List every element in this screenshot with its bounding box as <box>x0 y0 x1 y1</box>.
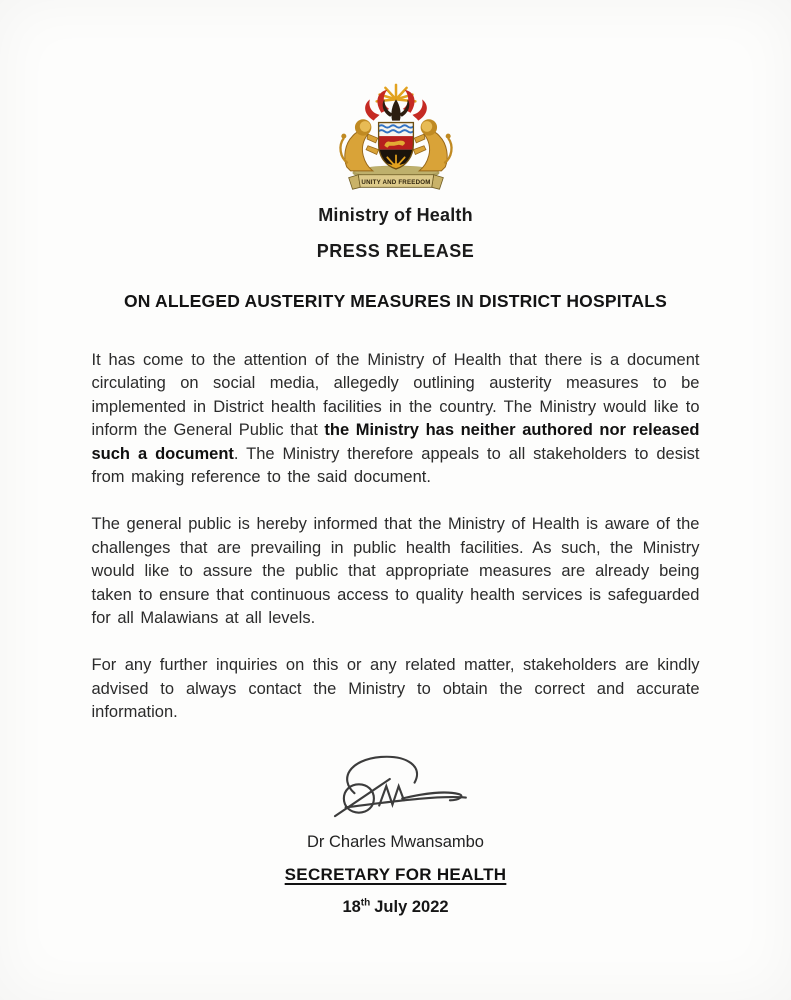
subject-heading: ON ALLEGED AUSTERITY MEASURES IN DISTRICT HOSPITALS <box>123 291 667 311</box>
paragraph-3: For any further inquiries on this or any related matter, stakeholders are kindly advised to always contact the Ministry to obtain the correct and accurate information. <box>91 656 700 722</box>
date-day: 18 <box>342 897 361 916</box>
paragraph-1-bold-phrase: the Ministry has neither authored nor released such a document <box>91 421 700 463</box>
paragraph-2: The general public is hereby informed that the Ministry of Health is aware of the challenges that are prevailing in public health facilities. As such, the Ministry would like to assure the public that appropriate measures are already being taken to ensure that continuous access to quality health services is safeguarded for all Malawians at all levels. <box>91 515 700 628</box>
supporter-lion-left <box>340 119 378 171</box>
document-date <box>0 898 791 917</box>
paragraph-1-text-after: . The Ministry therefore appeals to all stakeholders to desist from making reference to the said document. <box>91 444 700 487</box>
motto-banner <box>348 175 443 189</box>
signatory-name: Dr Charles Mwansambo <box>307 832 484 851</box>
signature-scribble-icon <box>301 749 491 825</box>
date-ordinal-suffix: th <box>360 897 371 909</box>
date-month-year: July 2022 <box>374 897 449 916</box>
signature-block <box>0 749 791 917</box>
motto-text: UNITY AND FREEDOM <box>360 178 431 186</box>
malawi-coat-of-arms-icon <box>333 82 459 196</box>
org-name: Ministry of Health <box>318 205 473 225</box>
paragraph-1 <box>92 349 700 489</box>
paragraph-1-text: It has come to the attention of the Ministry of Health that there is a document circulating on social media, allegedly outlining austerity measures to be implemented in District health facilities in the country. The Ministry would like to inform the General Public that <box>91 351 700 440</box>
signatory-title: SECRETARY FOR HEALTH <box>284 864 507 884</box>
doc-type-heading: PRESS RELEASE <box>316 241 475 261</box>
crest-eagle <box>382 99 409 120</box>
supporter-lion-right <box>413 119 451 171</box>
document-body <box>92 349 700 725</box>
